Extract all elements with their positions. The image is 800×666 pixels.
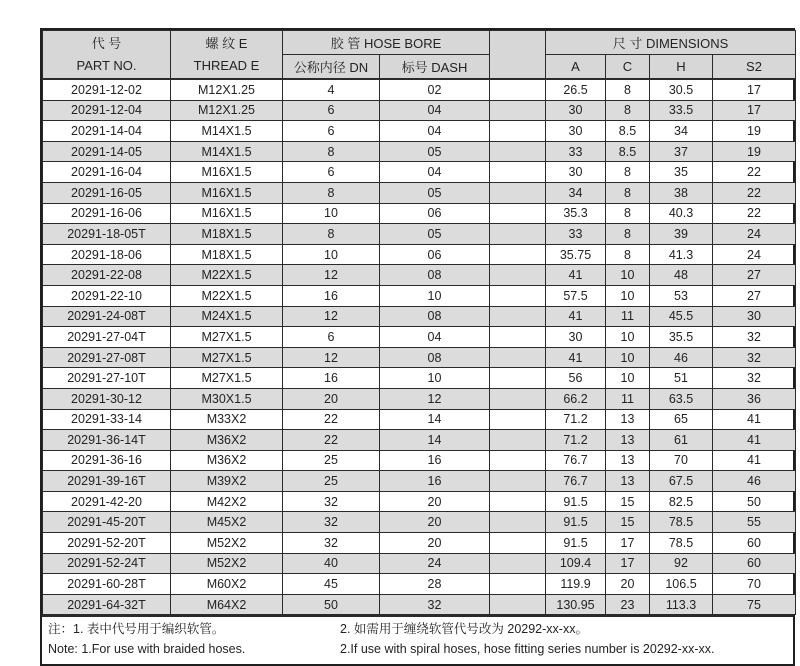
table-cell: 32 bbox=[283, 512, 380, 533]
table-cell: 20 bbox=[380, 491, 490, 512]
table-cell: 46 bbox=[713, 471, 796, 492]
spacer-cell bbox=[490, 121, 546, 142]
table-cell: 41.3 bbox=[650, 244, 713, 265]
table-row bbox=[43, 203, 796, 224]
table-cell: M36X2 bbox=[171, 450, 283, 471]
table-cell: 12 bbox=[283, 306, 380, 327]
table-cell: 35.5 bbox=[650, 327, 713, 348]
spacer-cell bbox=[490, 306, 546, 327]
spacer-column-header bbox=[490, 31, 546, 80]
table-cell: 14 bbox=[380, 430, 490, 451]
table-cell: 8.5 bbox=[606, 141, 650, 162]
table-cell: 65 bbox=[650, 409, 713, 430]
table-frame bbox=[40, 28, 795, 666]
table-body bbox=[43, 79, 796, 615]
table-cell: 20 bbox=[606, 574, 650, 595]
table-cell: 02 bbox=[380, 79, 490, 100]
table-cell: 20291-42-20 bbox=[43, 491, 171, 512]
table-cell: 20291-45-20T bbox=[43, 512, 171, 533]
table-cell: 24 bbox=[713, 224, 796, 245]
table-cell: 8 bbox=[606, 182, 650, 203]
table-row bbox=[43, 141, 796, 162]
table-cell: 16 bbox=[283, 368, 380, 389]
table-row bbox=[43, 244, 796, 265]
table-cell: M36X2 bbox=[171, 430, 283, 451]
table-cell: 35 bbox=[650, 162, 713, 183]
table-cell: 6 bbox=[283, 327, 380, 348]
table-cell: 70 bbox=[650, 450, 713, 471]
table-cell: 16 bbox=[380, 450, 490, 471]
table-cell: 20291-60-28T bbox=[43, 574, 171, 595]
table-cell: 30 bbox=[713, 306, 796, 327]
table-row bbox=[43, 285, 796, 306]
table-cell: 22 bbox=[713, 182, 796, 203]
table-cell: 20291-39-16T bbox=[43, 471, 171, 492]
table-cell: 32 bbox=[713, 347, 796, 368]
table-cell: 53 bbox=[650, 285, 713, 306]
table-cell: 39 bbox=[650, 224, 713, 245]
col-header-thread-zh: 螺 纹 E bbox=[205, 36, 248, 52]
table-cell: 30 bbox=[546, 162, 606, 183]
table-cell: 51 bbox=[650, 368, 713, 389]
table-row bbox=[43, 491, 796, 512]
table-cell: 12 bbox=[283, 347, 380, 368]
table-cell: 41 bbox=[546, 347, 606, 368]
table-cell: 92 bbox=[650, 553, 713, 574]
spacer-cell bbox=[490, 512, 546, 533]
spacer-cell bbox=[490, 244, 546, 265]
table-cell: 26.5 bbox=[546, 79, 606, 100]
spacer-cell bbox=[490, 79, 546, 100]
table-row bbox=[43, 162, 796, 183]
table-cell: 20291-27-08T bbox=[43, 347, 171, 368]
table-cell: 17 bbox=[606, 533, 650, 554]
col-header-c: C bbox=[606, 55, 650, 80]
table-cell: 106.5 bbox=[650, 574, 713, 595]
table-cell: 15 bbox=[606, 491, 650, 512]
col-header-h: H bbox=[650, 55, 713, 80]
table-cell: 70 bbox=[713, 574, 796, 595]
table-cell: 66.2 bbox=[546, 388, 606, 409]
table-cell: 8 bbox=[283, 141, 380, 162]
table-cell: 11 bbox=[606, 388, 650, 409]
table-cell: 32 bbox=[713, 327, 796, 348]
table-cell: 20291-30-12 bbox=[43, 388, 171, 409]
table-cell: 32 bbox=[380, 594, 490, 615]
table-cell: 33.5 bbox=[650, 100, 713, 121]
table-cell: 78.5 bbox=[650, 533, 713, 554]
table-cell: 08 bbox=[380, 265, 490, 286]
table-cell: M24X1.5 bbox=[171, 306, 283, 327]
table-cell: 8 bbox=[606, 79, 650, 100]
table-cell: 20 bbox=[283, 388, 380, 409]
table-cell: 20291-27-04T bbox=[43, 327, 171, 348]
table-cell: 20291-14-04 bbox=[43, 121, 171, 142]
table-cell: M45X2 bbox=[171, 512, 283, 533]
table-cell: 20291-16-05 bbox=[43, 182, 171, 203]
table-cell: 06 bbox=[380, 203, 490, 224]
table-cell: 20291-52-20T bbox=[43, 533, 171, 554]
table-cell: M39X2 bbox=[171, 471, 283, 492]
group-header-hose-bore: 胶 管 HOSE BORE bbox=[283, 31, 490, 55]
table-cell: 10 bbox=[606, 368, 650, 389]
table-cell: 10 bbox=[606, 265, 650, 286]
spacer-cell bbox=[490, 491, 546, 512]
table-cell: 41 bbox=[546, 306, 606, 327]
table-cell: M12X1.25 bbox=[171, 79, 283, 100]
table-cell: 20291-12-04 bbox=[43, 100, 171, 121]
group-header-dimensions: 尺 寸 DIMENSIONS bbox=[546, 31, 796, 55]
table-cell: 33 bbox=[546, 224, 606, 245]
spacer-cell bbox=[490, 347, 546, 368]
table-cell: 30 bbox=[546, 100, 606, 121]
spacer-cell bbox=[490, 533, 546, 554]
table-cell: 17 bbox=[713, 79, 796, 100]
spacer-cell bbox=[490, 162, 546, 183]
table-cell: 91.5 bbox=[546, 512, 606, 533]
note-zh-2: 2. 如需用于缠绕软管代号改为 20292-xx-xx。 bbox=[340, 622, 588, 637]
table-row bbox=[43, 594, 796, 615]
table-cell: M14X1.5 bbox=[171, 121, 283, 142]
table-cell: 11 bbox=[606, 306, 650, 327]
table-cell: 41 bbox=[713, 450, 796, 471]
table-cell: M16X1.5 bbox=[171, 162, 283, 183]
spacer-cell bbox=[490, 100, 546, 121]
note-en-2: 2.If use with spiral hoses, hose fitting series number is 20292-xx-xx. bbox=[340, 641, 715, 656]
table-cell: 19 bbox=[713, 121, 796, 142]
table-cell: M27X1.5 bbox=[171, 368, 283, 389]
table-row bbox=[43, 553, 796, 574]
table-cell: 32 bbox=[283, 533, 380, 554]
table-cell: 8 bbox=[283, 182, 380, 203]
table-row bbox=[43, 265, 796, 286]
table-cell: M52X2 bbox=[171, 533, 283, 554]
table-cell: 17 bbox=[713, 100, 796, 121]
table-cell: 04 bbox=[380, 100, 490, 121]
col-header-s2: S2 bbox=[713, 55, 796, 80]
table-cell: 8 bbox=[283, 224, 380, 245]
spacer-cell bbox=[490, 471, 546, 492]
table-cell: M33X2 bbox=[171, 409, 283, 430]
table-cell: 91.5 bbox=[546, 533, 606, 554]
table-cell: 20291-33-14 bbox=[43, 409, 171, 430]
table-cell: 22 bbox=[283, 409, 380, 430]
table-cell: 10 bbox=[606, 327, 650, 348]
hose-fitting-spec-table bbox=[42, 30, 796, 615]
table-row bbox=[43, 533, 796, 554]
col-header-dash: 标号 DASH bbox=[380, 55, 490, 80]
table-cell: 32 bbox=[283, 491, 380, 512]
table-cell: 32 bbox=[713, 368, 796, 389]
table-cell: 13 bbox=[606, 430, 650, 451]
table-cell: 28 bbox=[380, 574, 490, 595]
table-cell: 23 bbox=[606, 594, 650, 615]
table-cell: 10 bbox=[283, 244, 380, 265]
table-cell: 10 bbox=[606, 347, 650, 368]
table-row bbox=[43, 79, 796, 100]
note-line-en bbox=[48, 640, 787, 660]
table-cell: 75 bbox=[713, 594, 796, 615]
table-cell: 20291-12-02 bbox=[43, 79, 171, 100]
table-row bbox=[43, 512, 796, 533]
table-cell: 34 bbox=[546, 182, 606, 203]
table-cell: 24 bbox=[380, 553, 490, 574]
note-en-1: Note: 1.For use with braided hoses. bbox=[48, 641, 246, 656]
notes-box bbox=[42, 615, 793, 664]
table-row bbox=[43, 430, 796, 451]
table-cell: M27X1.5 bbox=[171, 327, 283, 348]
spacer-cell bbox=[490, 574, 546, 595]
table-cell: 37 bbox=[650, 141, 713, 162]
table-cell: 48 bbox=[650, 265, 713, 286]
spacer-cell bbox=[490, 388, 546, 409]
table-cell: 25 bbox=[283, 450, 380, 471]
table-row bbox=[43, 388, 796, 409]
table-cell: 76.7 bbox=[546, 471, 606, 492]
table-cell: 8 bbox=[606, 162, 650, 183]
table-cell: 20291-52-24T bbox=[43, 553, 171, 574]
table-cell: 63.5 bbox=[650, 388, 713, 409]
table-cell: M42X2 bbox=[171, 491, 283, 512]
table-cell: M64X2 bbox=[171, 594, 283, 615]
table-cell: 05 bbox=[380, 141, 490, 162]
table-cell: M18X1.5 bbox=[171, 224, 283, 245]
table-cell: 30 bbox=[546, 121, 606, 142]
table-row bbox=[43, 368, 796, 389]
table-row bbox=[43, 409, 796, 430]
table-cell: 50 bbox=[713, 491, 796, 512]
table-cell: 13 bbox=[606, 471, 650, 492]
table-cell: 05 bbox=[380, 182, 490, 203]
spacer-cell bbox=[490, 265, 546, 286]
table-cell: M12X1.25 bbox=[171, 100, 283, 121]
table-cell: 24 bbox=[713, 244, 796, 265]
table-row bbox=[43, 327, 796, 348]
table-cell: 55 bbox=[713, 512, 796, 533]
table-cell: 20291-16-06 bbox=[43, 203, 171, 224]
spacer-cell bbox=[490, 203, 546, 224]
table-cell: 60 bbox=[713, 553, 796, 574]
table-cell: 40 bbox=[283, 553, 380, 574]
table-cell: 20291-27-10T bbox=[43, 368, 171, 389]
table-cell: 20291-18-05T bbox=[43, 224, 171, 245]
table-cell: 119.9 bbox=[546, 574, 606, 595]
spacer-cell bbox=[490, 368, 546, 389]
table-cell: 61 bbox=[650, 430, 713, 451]
table-cell: 109.4 bbox=[546, 553, 606, 574]
table-cell: 71.2 bbox=[546, 409, 606, 430]
table-cell: 04 bbox=[380, 327, 490, 348]
table-cell: 82.5 bbox=[650, 491, 713, 512]
table-cell: 46 bbox=[650, 347, 713, 368]
table-cell: 20 bbox=[380, 512, 490, 533]
table-cell: 45.5 bbox=[650, 306, 713, 327]
table-cell: 34 bbox=[650, 121, 713, 142]
table-row bbox=[43, 224, 796, 245]
table-cell: M16X1.5 bbox=[171, 182, 283, 203]
table-cell: 60 bbox=[713, 533, 796, 554]
table-cell: M30X1.5 bbox=[171, 388, 283, 409]
table-cell: 35.3 bbox=[546, 203, 606, 224]
spacer-cell bbox=[490, 182, 546, 203]
col-header-a: A bbox=[546, 55, 606, 80]
table-cell: 04 bbox=[380, 162, 490, 183]
table-cell: 56 bbox=[546, 368, 606, 389]
table-cell: 45 bbox=[283, 574, 380, 595]
spacer-cell bbox=[490, 141, 546, 162]
table-cell: 15 bbox=[606, 512, 650, 533]
table-cell: 91.5 bbox=[546, 491, 606, 512]
table-cell: 35.75 bbox=[546, 244, 606, 265]
table-row bbox=[43, 450, 796, 471]
table-cell: 41 bbox=[713, 430, 796, 451]
col-header-part-no-zh: 代 号 bbox=[91, 36, 122, 52]
spacer-cell bbox=[490, 430, 546, 451]
table-cell: 20291-36-14T bbox=[43, 430, 171, 451]
table-cell: 8 bbox=[606, 244, 650, 265]
table-cell: 41 bbox=[713, 409, 796, 430]
table-cell: 20291-22-10 bbox=[43, 285, 171, 306]
table-cell: 30 bbox=[546, 327, 606, 348]
table-cell: 41 bbox=[546, 265, 606, 286]
spacer-cell bbox=[490, 224, 546, 245]
table-cell: 20291-22-08 bbox=[43, 265, 171, 286]
table-cell: 20291-14-05 bbox=[43, 141, 171, 162]
table-cell: 19 bbox=[713, 141, 796, 162]
table-cell: M60X2 bbox=[171, 574, 283, 595]
table-cell: 20 bbox=[380, 533, 490, 554]
table-cell: 27 bbox=[713, 285, 796, 306]
table-cell: 20291-64-32T bbox=[43, 594, 171, 615]
table-cell: 130.95 bbox=[546, 594, 606, 615]
table-cell: 8.5 bbox=[606, 121, 650, 142]
table-cell: 30.5 bbox=[650, 79, 713, 100]
table-cell: 4 bbox=[283, 79, 380, 100]
col-header-part-no-en: PART NO. bbox=[76, 57, 137, 73]
table-row bbox=[43, 347, 796, 368]
table-cell: 20291-18-06 bbox=[43, 244, 171, 265]
table-cell: 10 bbox=[606, 285, 650, 306]
table-cell: 13 bbox=[606, 409, 650, 430]
note-line-zh bbox=[48, 620, 787, 640]
table-cell: 16 bbox=[283, 285, 380, 306]
table-cell: 67.5 bbox=[650, 471, 713, 492]
table-cell: 40.3 bbox=[650, 203, 713, 224]
table-cell: 08 bbox=[380, 306, 490, 327]
table-cell: 06 bbox=[380, 244, 490, 265]
table-cell: 14 bbox=[380, 409, 490, 430]
table-cell: 8 bbox=[606, 100, 650, 121]
table-row bbox=[43, 471, 796, 492]
table-cell: 6 bbox=[283, 162, 380, 183]
table-cell: 20291-36-16 bbox=[43, 450, 171, 471]
table-cell: 05 bbox=[380, 224, 490, 245]
table-cell: M27X1.5 bbox=[171, 347, 283, 368]
spacer-cell bbox=[490, 327, 546, 348]
table-cell: 22 bbox=[713, 162, 796, 183]
table-cell: 36 bbox=[713, 388, 796, 409]
table-cell: 6 bbox=[283, 100, 380, 121]
table-cell: 22 bbox=[283, 430, 380, 451]
table-cell: 113.3 bbox=[650, 594, 713, 615]
table-cell: 33 bbox=[546, 141, 606, 162]
table-row bbox=[43, 100, 796, 121]
table-cell: M22X1.5 bbox=[171, 285, 283, 306]
table-row bbox=[43, 182, 796, 203]
table-cell: 20291-16-04 bbox=[43, 162, 171, 183]
table-cell: M16X1.5 bbox=[171, 203, 283, 224]
table-cell: 57.5 bbox=[546, 285, 606, 306]
spacer-cell bbox=[490, 450, 546, 471]
spacer-cell bbox=[490, 594, 546, 615]
table-cell: 12 bbox=[380, 388, 490, 409]
table-cell: 8 bbox=[606, 224, 650, 245]
table-cell: 76.7 bbox=[546, 450, 606, 471]
spacer-cell bbox=[490, 553, 546, 574]
table-cell: 6 bbox=[283, 121, 380, 142]
col-header-dn: 公称内径 DN bbox=[283, 55, 380, 80]
table-cell: 27 bbox=[713, 265, 796, 286]
spacer-cell bbox=[490, 285, 546, 306]
table-cell: M18X1.5 bbox=[171, 244, 283, 265]
table-cell: M22X1.5 bbox=[171, 265, 283, 286]
table-cell: 17 bbox=[606, 553, 650, 574]
spacer-cell bbox=[490, 409, 546, 430]
col-header-part-no bbox=[43, 31, 171, 80]
table-cell: 08 bbox=[380, 347, 490, 368]
table-row bbox=[43, 574, 796, 595]
note-zh-1: 注：1. 表中代号用于编织软管。 bbox=[48, 622, 225, 637]
table-row bbox=[43, 306, 796, 327]
table-cell: 50 bbox=[283, 594, 380, 615]
table-cell: 38 bbox=[650, 182, 713, 203]
table-cell: 71.2 bbox=[546, 430, 606, 451]
table-cell: 04 bbox=[380, 121, 490, 142]
table-cell: 10 bbox=[380, 368, 490, 389]
table-cell: 13 bbox=[606, 450, 650, 471]
table-row bbox=[43, 121, 796, 142]
table-cell: 78.5 bbox=[650, 512, 713, 533]
table-cell: M52X2 bbox=[171, 553, 283, 574]
table-cell: M14X1.5 bbox=[171, 141, 283, 162]
table-cell: 10 bbox=[283, 203, 380, 224]
col-header-thread bbox=[171, 31, 283, 80]
table-header bbox=[43, 31, 796, 80]
table-cell: 8 bbox=[606, 203, 650, 224]
table-cell: 20291-24-08T bbox=[43, 306, 171, 327]
table-cell: 12 bbox=[283, 265, 380, 286]
table-cell: 25 bbox=[283, 471, 380, 492]
table-cell: 10 bbox=[380, 285, 490, 306]
table-cell: 16 bbox=[380, 471, 490, 492]
table-cell: 22 bbox=[713, 203, 796, 224]
col-header-thread-en: THREAD E bbox=[193, 57, 260, 73]
